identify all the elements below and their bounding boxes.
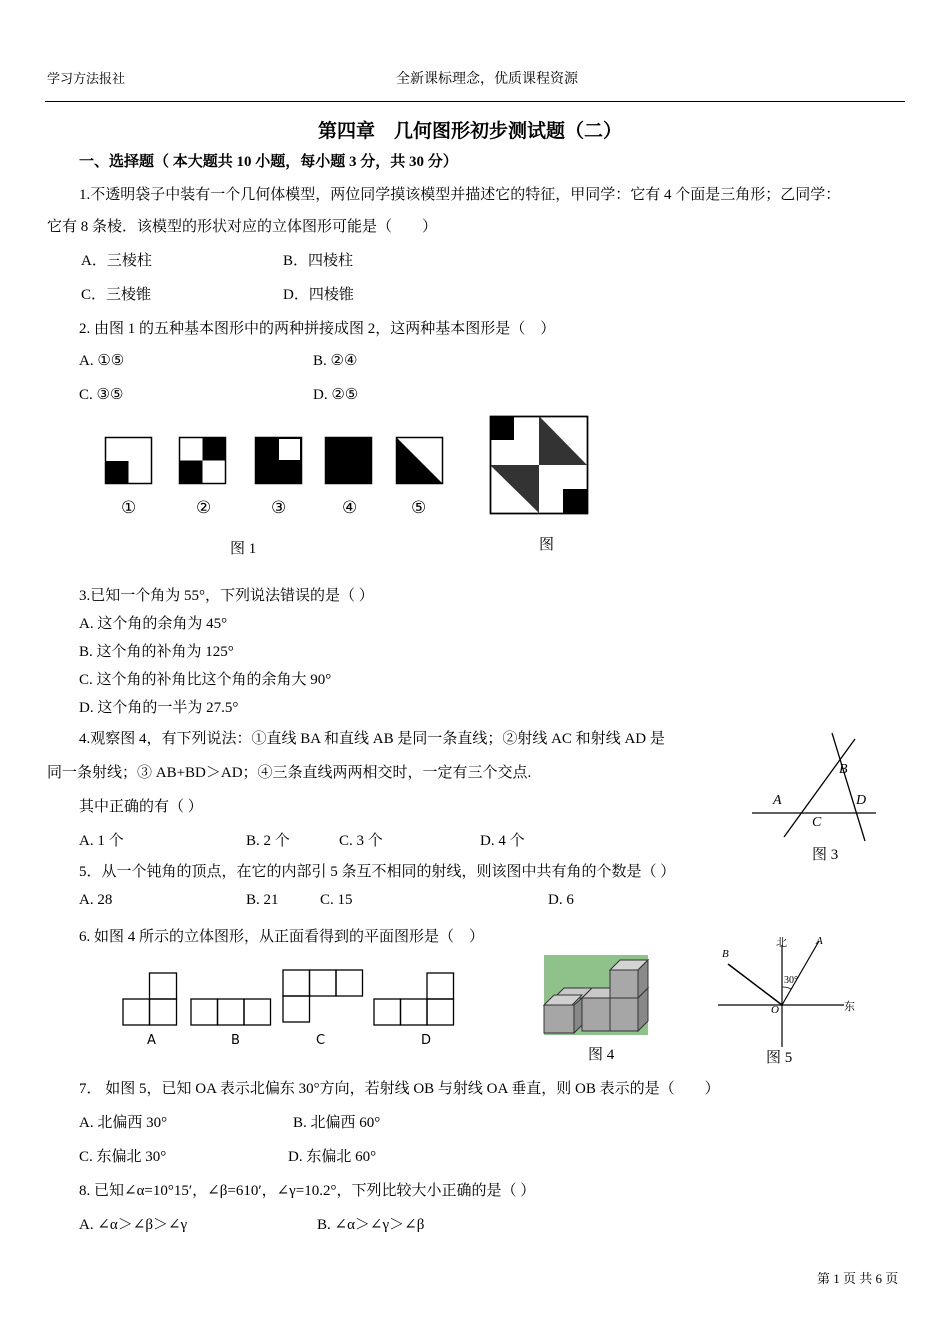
header-rule [45, 101, 905, 102]
q1-line2: 它有 8 条棱．该模型的形状对应的立体图形可能是（ ） [47, 219, 438, 235]
shape-4-figure [325, 437, 373, 485]
q1-option-c: C．三棱锥 [81, 287, 152, 303]
q2-option-a: A. ①⑤ [79, 353, 125, 369]
q1-option-a: A．三棱柱 [81, 253, 152, 269]
q6-view-c [282, 969, 366, 1027]
q6-label-a: A [147, 1033, 156, 1048]
shape-label-1: ① [121, 498, 137, 517]
q4-option-d: D. 4 个 [480, 833, 525, 849]
fig5-point-o: O [771, 1004, 779, 1016]
shape-1-figure [105, 437, 153, 485]
section-heading: 一、选择题（ 本大题共 10 小题，每小题 3 分，共 30 分） [79, 154, 458, 170]
q6-stem: 6. 如图 4 所示的立体图形，从正面看得到的平面图形是（ ） [79, 929, 485, 945]
shape-label-3: ③ [271, 498, 287, 517]
shape-5-figure [396, 437, 444, 485]
q4-line2: 同一条射线；③ AB+BD＞AD；④三条直线两两相交时，一定有三个交点. [47, 765, 532, 781]
q5-option-c: C. 15 [320, 892, 353, 908]
q4-option-c: C. 3 个 [339, 833, 383, 849]
q3-option-c: C. 这个角的补角比这个角的余角大 90° [79, 672, 332, 688]
figure-2-composite [490, 416, 590, 516]
fig3-point-a: A [773, 793, 782, 808]
q5-option-b: B. 21 [246, 892, 279, 908]
q1-option-b: B．四棱柱 [283, 253, 354, 269]
q4-option-b: B. 2 个 [246, 833, 290, 849]
q8-option-a: A. ∠α＞∠β＞∠γ [79, 1217, 188, 1233]
q3-option-b: B. 这个角的补角为 125° [79, 644, 234, 660]
q2-option-b: B. ②④ [313, 353, 358, 369]
q2-option-d: D. ②⑤ [313, 387, 359, 403]
q7-option-a: A. 北偏西 30° [79, 1115, 168, 1131]
q1-option-d: D．四棱锥 [283, 287, 354, 303]
fig5-north-label: 北 [776, 936, 787, 949]
fig3-point-c: C [812, 815, 822, 830]
q4-line1: 4.观察图 4，有下列说法：①直线 BA 和直线 AB 是同一条直线；②射线 AC 和射线 AD 是 [79, 731, 665, 747]
fig5-point-a: A [816, 935, 823, 947]
q8-stem: 8. 已知∠α=10°15′，∠β=610′，∠γ=10.2°，下列比较大小正确的是（ ） [79, 1183, 536, 1199]
q8-option-b: B. ∠α＞∠γ＞∠β [317, 1217, 425, 1233]
shape-label-5: ⑤ [411, 498, 427, 517]
q5-option-d: D. 6 [548, 892, 574, 908]
fig5-angle-label: 30° [784, 975, 798, 986]
q7-option-d: D. 东偏北 60° [288, 1149, 377, 1165]
q1-line1: 1.不透明袋子中装有一个几何体模型，两位同学摸该模型并描述它的特征，甲同学：它有 4 个面是三角形；乙同学： [79, 187, 841, 203]
fig2-caption: 图 [539, 537, 555, 553]
q3-option-d: D. 这个角的一半为 27.5° [79, 700, 239, 716]
q4-line3: 其中正确的有（ ） [79, 799, 203, 815]
fig5-point-b: B [722, 948, 729, 960]
q5-stem: 5．从一个钝角的顶点，在它的内部引 5 条互不相同的射线，则该图中共有角的个数是（ ） [79, 864, 676, 880]
q2-stem: 2. 由图 1 的五种基本图形中的两种拼接成图 2，这两种基本图形是（ ） [79, 321, 556, 337]
fig3-point-d: D [856, 793, 867, 808]
shape-label-4: ④ [342, 498, 358, 517]
q6-label-d: D [421, 1033, 432, 1048]
q4-option-a: A. 1 个 [79, 833, 124, 849]
q6-view-b [190, 998, 274, 1028]
shape-3-figure [255, 437, 303, 485]
page-title: 第四章 几何图形初步测试题（二） [318, 121, 623, 142]
shape-2-figure [179, 437, 227, 485]
q3-stem: 3.已知一个角为 55°，下列说法错误的是（ ） [79, 588, 374, 604]
figure-4-cubes [544, 955, 650, 1037]
fig4-caption: 图 4 [588, 1047, 615, 1063]
fig3-point-b: B [839, 762, 848, 777]
fig3-caption: 图 3 [812, 847, 839, 863]
q6-view-a [122, 972, 182, 1028]
q7-option-b: B. 北偏西 60° [293, 1115, 381, 1131]
shape-label-2: ② [196, 498, 212, 517]
header-center: 全新课标理念，优质课程资源 [396, 72, 578, 87]
q5-option-a: A. 28 [79, 892, 113, 908]
figure-5-compass [716, 935, 851, 1050]
q7-option-c: C. 东偏北 30° [79, 1149, 167, 1165]
page-footer: 第 1 页 共 6 页 [817, 1271, 899, 1286]
q7-stem: 7． 如图 5，已知 OA 表示北偏东 30°方向，若射线 OB 与射线 OA 垂直，则 OB 表示的是（ ） [79, 1081, 720, 1097]
q6-view-d [373, 972, 457, 1028]
fig5-east-label: 东 [844, 1000, 855, 1013]
header-left: 学习方法报社 [47, 71, 126, 86]
fig5-caption: 图 5 [766, 1050, 793, 1066]
q3-option-a: A. 这个角的余角为 45° [79, 616, 228, 632]
fig1-caption: 图 1 [230, 541, 257, 557]
q2-option-c: C. ③⑤ [79, 387, 124, 403]
q6-label-c: C [316, 1033, 326, 1048]
q6-label-b: B [231, 1033, 240, 1048]
